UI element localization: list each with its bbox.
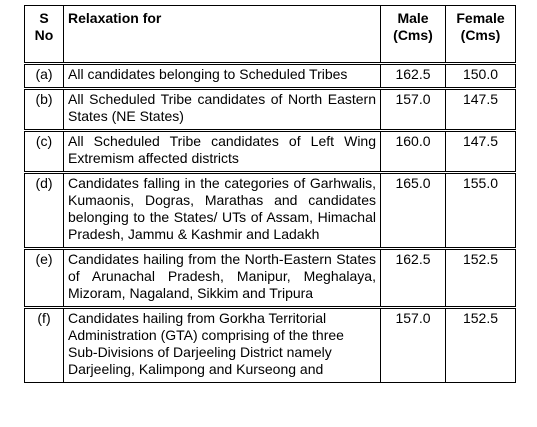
row-female-height: 152.5 — [446, 249, 516, 308]
row-male-height: 162.5 — [381, 249, 446, 308]
row-sno: (b) — [25, 89, 64, 131]
row-sno: (e) — [25, 249, 64, 308]
row-description: Candidates falling in the categories of Garhwalis, Kumaonis, Dogras, Marathas and candidates belonging to the States/ UTs of Assam, Himachal Pradesh, Jammu & Kashmir and Ladakh — [64, 173, 381, 249]
header-male-line1: Male — [397, 10, 429, 26]
row-female-height: 147.5 — [446, 89, 516, 131]
row-description: All Scheduled Tribe candidates of Left Wing Extremism affected districts — [64, 131, 381, 173]
row-male-height: 165.0 — [381, 173, 446, 249]
row-sno: (d) — [25, 173, 64, 249]
header-female-line1: Female — [456, 10, 505, 26]
table-row — [25, 249, 516, 308]
header-sno — [25, 6, 64, 64]
row-male-height: 160.0 — [381, 131, 446, 173]
row-description: Candidates hailing from the North-Eastern States of Arunachal Pradesh, Manipur, Meghalaya, Mizoram, Nagaland, Sikkim and Tripura — [64, 249, 381, 308]
table-row — [25, 64, 516, 89]
header-male — [381, 6, 446, 64]
row-male-height: 157.0 — [381, 308, 446, 383]
row-female-height: 147.5 — [446, 131, 516, 173]
row-male-height: 162.5 — [381, 64, 446, 89]
row-female-height: 155.0 — [446, 173, 516, 249]
header-sno-line2: No — [34, 27, 54, 43]
row-male-height: 157.0 — [381, 89, 446, 131]
header-female-line2: (Cms) — [460, 27, 501, 43]
row-female-height: 150.0 — [446, 64, 516, 89]
row-sno: (c) — [25, 131, 64, 173]
table-row — [25, 308, 516, 383]
row-description: Candidates hailing from Gorkha Territorial Administration (GTA) comprising of the three Sub-Divisions of Darjeeling District namely Darjeeling, Kalimpong and Kurseong and — [64, 308, 381, 383]
row-description: All Scheduled Tribe candidates of North Eastern States (NE States) — [64, 89, 381, 131]
row-sno: (f) — [25, 308, 64, 383]
table-row — [25, 89, 516, 131]
row-female-height: 152.5 — [446, 308, 516, 383]
header-relaxation: Relaxation for — [64, 6, 381, 64]
row-description: All candidates belonging to Scheduled Tribes — [64, 64, 381, 89]
table-row — [25, 131, 516, 173]
height-relaxation-table — [24, 5, 516, 383]
header-sno-line1: S — [39, 10, 49, 26]
header-male-line2: (Cms) — [393, 27, 433, 43]
header-female — [446, 6, 516, 64]
height-relaxation-table-container — [24, 5, 515, 383]
row-sno: (a) — [25, 64, 64, 89]
table-header-row — [25, 6, 516, 64]
table-row — [25, 173, 516, 249]
